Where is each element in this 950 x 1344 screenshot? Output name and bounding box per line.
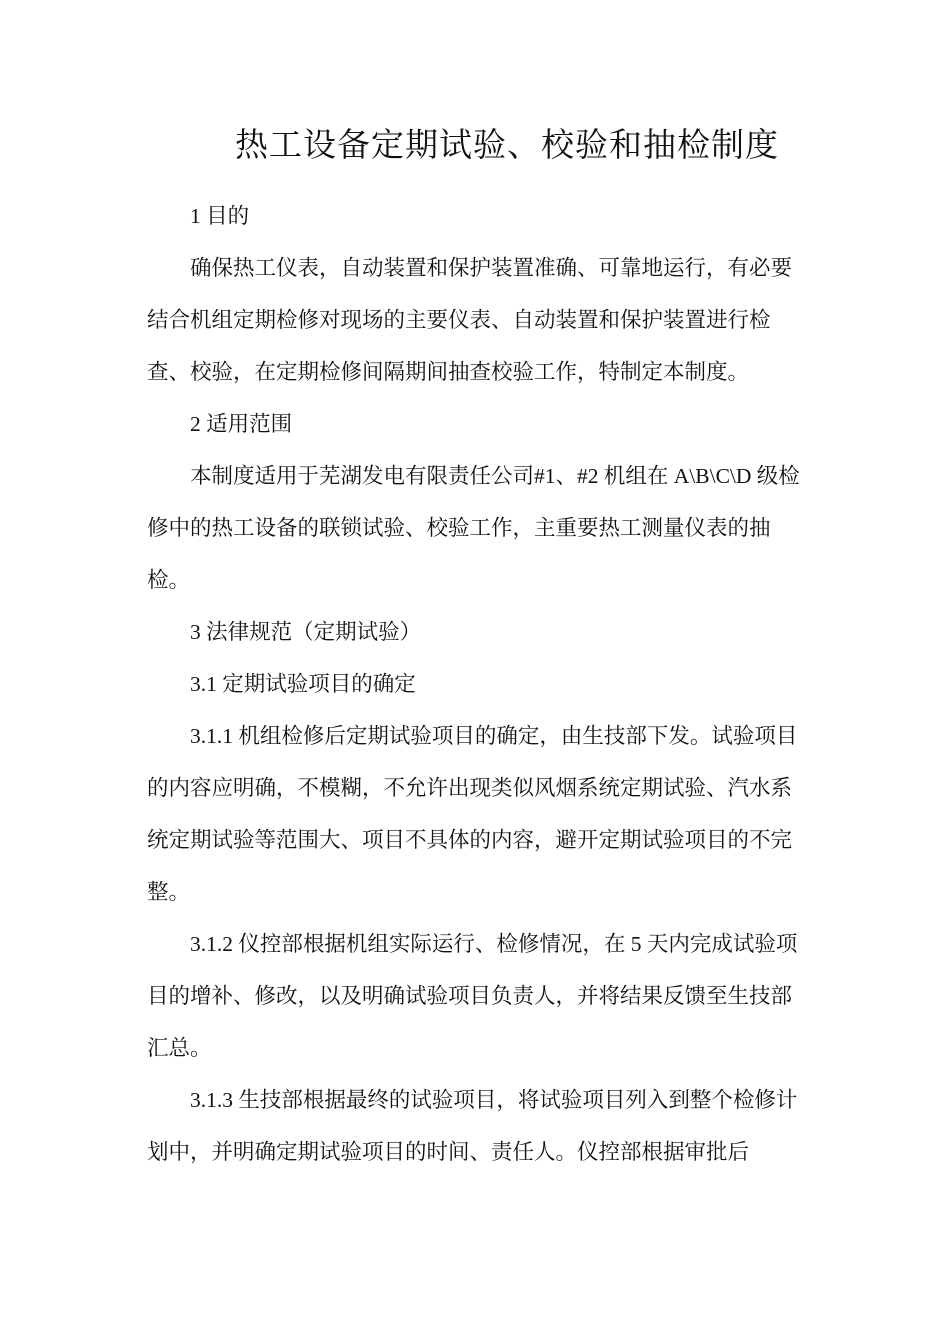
paragraph-3-1-3: 3.1.3 生技部根据最终的试验项目，将试验项目列入到整个检修计划中，并明确定期试验项目的时间、责任人。仪控部根据审批后 bbox=[147, 1088, 798, 1164]
paragraph-3-1-2: 3.1.2 仪控部根据机组实际运行、检修情况，在 5 天内完成试验项目的增补、修改，以及明确试验项目负责人，并将结果反馈至生技部汇总。 bbox=[147, 932, 798, 1060]
paragraph-3-1-1: 3.1.1 机组检修后定期试验项目的确定，由生技部下发。试验项目的内容应明确，不模糊，不允许出现类似风烟系统定期试验、汽水系统定期试验等范围大、项目不具体的内容，避开定期试验项目的不完整。 bbox=[147, 724, 798, 904]
section-heading-regulations: 3 法律规范（定期试验） bbox=[190, 620, 422, 644]
section-heading-scope: 2 适用范围 bbox=[190, 412, 293, 436]
paragraph-scope: 本制度适用于芜湖发电有限责任公司#1、#2 机组在 A\B\C\D 级检修中的热工设备的联锁试验、校验工作，主重要热工测量仪表的抽检。 bbox=[147, 464, 800, 592]
document-body bbox=[147, 190, 803, 1178]
section-heading-purpose: 1 目的 bbox=[190, 204, 250, 228]
document-title: 热工设备定期试验、校验和抽检制度 bbox=[235, 128, 779, 164]
subsection-heading-3-1: 3.1 定期试验项目的确定 bbox=[190, 672, 416, 696]
paragraph-purpose: 确保热工仪表，自动装置和保护装置准确、可靠地运行，有必要结合机组定期检修对现场的主要仪表、自动装置和保护装置进行检查、校验，在定期检修间隔期间抽查校验工作，特制定本制度。 bbox=[147, 256, 793, 384]
